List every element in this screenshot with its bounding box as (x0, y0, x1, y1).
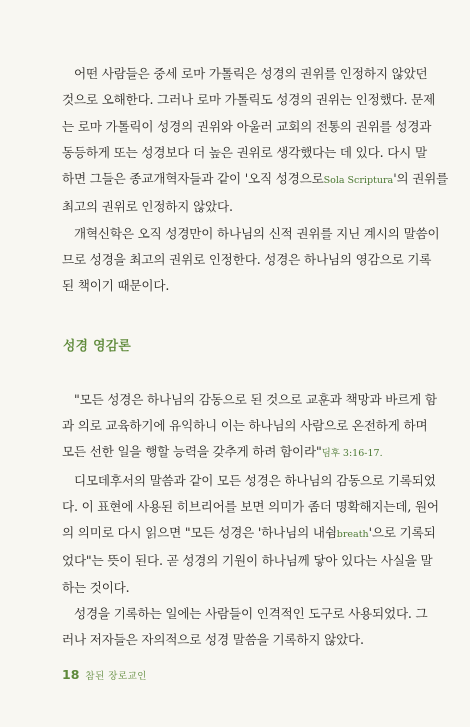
text-line: 과 의로 교육하기에 유익하니 이는 하나님의 사람으로 온전하게 하며 (62, 417, 428, 433)
body-text (62, 61, 449, 654)
text-segment: 모든 선한 일을 행할 능력을 갖추게 하려 함이라" (62, 444, 322, 460)
page-footer (62, 667, 147, 682)
text-line: 디모데후서의 말씀과 같이 모든 성경은 하나님의 감동으로 기록되었 (74, 472, 436, 488)
text-segment: 하면 그들은 종교개혁자들과 같이 '오직 성경으로 (62, 171, 324, 187)
text-line: 개혁신학은 오직 성경만이 하나님의 신적 권위를 지닌 계시의 말씀이 (74, 225, 440, 241)
scripture-reference: 딤후 3:16-17. (321, 448, 383, 460)
text-line (62, 166, 449, 194)
text-line: 된 책이기 때문이다. (62, 278, 170, 294)
paragraph-catholic-authority (62, 61, 449, 221)
paragraph-reformed-theology (62, 221, 440, 300)
text-line: 것으로 오해한다. 그러나 로마 가톨릭도 성경의 권위는 인정했다. 문제 (62, 92, 436, 108)
text-line: 는 로마 가톨릭이 성경의 권위와 아울러 교회의 전통의 권위를 성경과 (62, 118, 432, 134)
text-line: 다. 이 표현에 사용된 히브리어를 보면 의미가 좀더 명확해지는데, 원어 (62, 498, 439, 514)
text-line: 므로 성경을 최고의 권위로 인정한다. 성경은 하나님의 영감으로 기록 (62, 252, 432, 268)
latin-gloss-sola-scriptura: Sola Scriptura (323, 175, 394, 187)
text-line: 최고의 권위로 인정하지 않았다. (62, 199, 233, 215)
text-line: 러나 저자들은 자의적으로 성경 말씀을 기록하지 않았다. (62, 632, 364, 648)
latin-gloss-breath: breath (336, 529, 369, 541)
quote-paragraph (62, 387, 437, 468)
text-line (62, 520, 436, 548)
text-line: 었다"는 뜻이 된다. 곧 성경의 기원이 하나님께 닿아 있다는 사실을 말 (62, 553, 433, 569)
page-number: 18 (62, 667, 80, 682)
paragraph-timothy (62, 468, 439, 601)
text-segment: '의 권위를 (393, 171, 449, 187)
text-line: 어떤 사람들은 중세 로마 가톨릭은 성경의 권위를 인정하지 않았던 (74, 66, 428, 81)
section-title: 성경 영감론 (63, 338, 132, 354)
text-line: "모든 성경은 하나님의 감동으로 된 것으로 교훈과 책망과 바르게 함 (74, 391, 437, 407)
text-line: 하는 것이다. (62, 579, 130, 595)
running-book-title: 참된 장로교인 (85, 671, 147, 682)
text-line (62, 439, 429, 467)
paragraph-human-instruments (62, 601, 429, 654)
text-line: 동등하게 또는 성경보다 더 높은 권위로 생각했다는 데 있다. 다시 말 (62, 144, 427, 160)
text-line: 성경을 기록하는 일에는 사람들이 인격적인 도구로 사용되었다. 그 (74, 606, 428, 622)
text-segment: 의 의미로 다시 읽으면 "모든 성경은 '하나님의 내쉼 (62, 525, 337, 541)
text-segment: '으로 기록되 (368, 525, 436, 541)
